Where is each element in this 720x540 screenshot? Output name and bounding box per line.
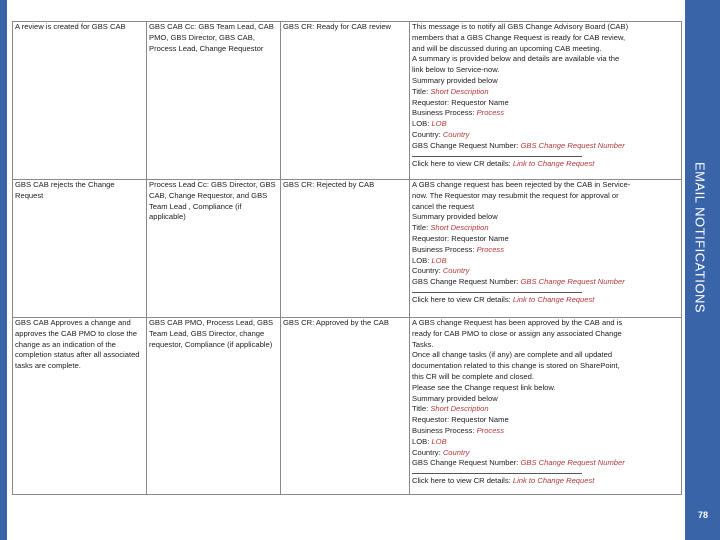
left-accent-strip: [0, 0, 7, 540]
recipients-cell: GBS CAB Cc: GBS Team Lead, CAB PMO, GBS Director, GBS CAB, Process Lead, Change Requestor: [147, 22, 281, 180]
subject-cell: GBS CR: Approved by the CAB: [281, 318, 410, 495]
subject-cell: GBS CR: Rejected by CAB: [281, 180, 410, 318]
table-row: [13, 22, 682, 180]
cr-details-link[interactable]: Click here to view CR details: Link to Change Request: [412, 294, 595, 304]
table-row: [13, 318, 682, 495]
subject-cell: GBS CR: Ready for CAB review: [281, 22, 410, 180]
cr-details-link[interactable]: Click here to view CR details: Link to Change Request: [412, 158, 595, 168]
cr-details-link[interactable]: Click here to view CR details: Link to Change Request: [412, 476, 595, 486]
divider: [412, 152, 582, 157]
message-cell: A GBS change request has been rejected by the CAB in Service- now. The Requestor may resubmit the request for approval or cancel the request Summary provided below Title: Short Description Requestor: Requestor Name Business Process: Process LOB: LOB Country: Country GBS Change Request Number: GBS Change Request Number Click here to view CR details: Link to Change Request: [410, 180, 682, 318]
table-row: [13, 180, 682, 318]
divider: [412, 469, 582, 474]
side-title: EMAIL NOTIFICATIONS: [692, 161, 708, 314]
message-cell: A GBS change Request has been approved by the CAB and is ready for CAB PMO to close or assign any associated Change Tasks. Once all change tasks (if any) are complete and all updated documentation related to this change is stored on SharePoint, this CR will be complete and closed. Please see the Change request link below. Summary provided below Title: Short Description Requestor: Requestor Name Business Process: Process LOB: LOB Country: Country GBS Change Request Number: GBS Change Request Number Click here to view CR details: Link to Change Request: [410, 318, 682, 495]
email-notifications-table: [12, 21, 682, 495]
page-number: 78: [697, 510, 708, 520]
trigger-cell: GBS CAB Approves a change and approves the CAB PMO to close the change as an indication of the completion status after all associated tasks are complete.: [13, 318, 147, 495]
recipients-cell: Process Lead Cc: GBS Director, GBS CAB, Change Requestor, and GBS Team Lead , Compliance (if applicable): [147, 180, 281, 318]
recipients-cell: GBS CAB PMO, Process Lead, GBS Team Lead, GBS Director, change requestor, Compliance (if applicable): [147, 318, 281, 495]
message-cell: This message is to notify all GBS Change Advisory Board (CAB) members that a GBS Change Request is ready for CAB review, and will be discussed during an upcoming CAB meeting. A summary is provided below and details are available via the link below to Service-now. Summary provided below Title: Short Description Requestor: Requestor Name Business Process: Process LOB: LOB Country: Country GBS Change Request Number: GBS Change Request Number Click here to view CR details: Link to Change Request: [410, 22, 682, 180]
trigger-cell: A review is created for GBS CAB: [13, 22, 147, 180]
trigger-cell: GBS CAB rejects the Change Request: [13, 180, 147, 318]
divider: [412, 288, 582, 293]
